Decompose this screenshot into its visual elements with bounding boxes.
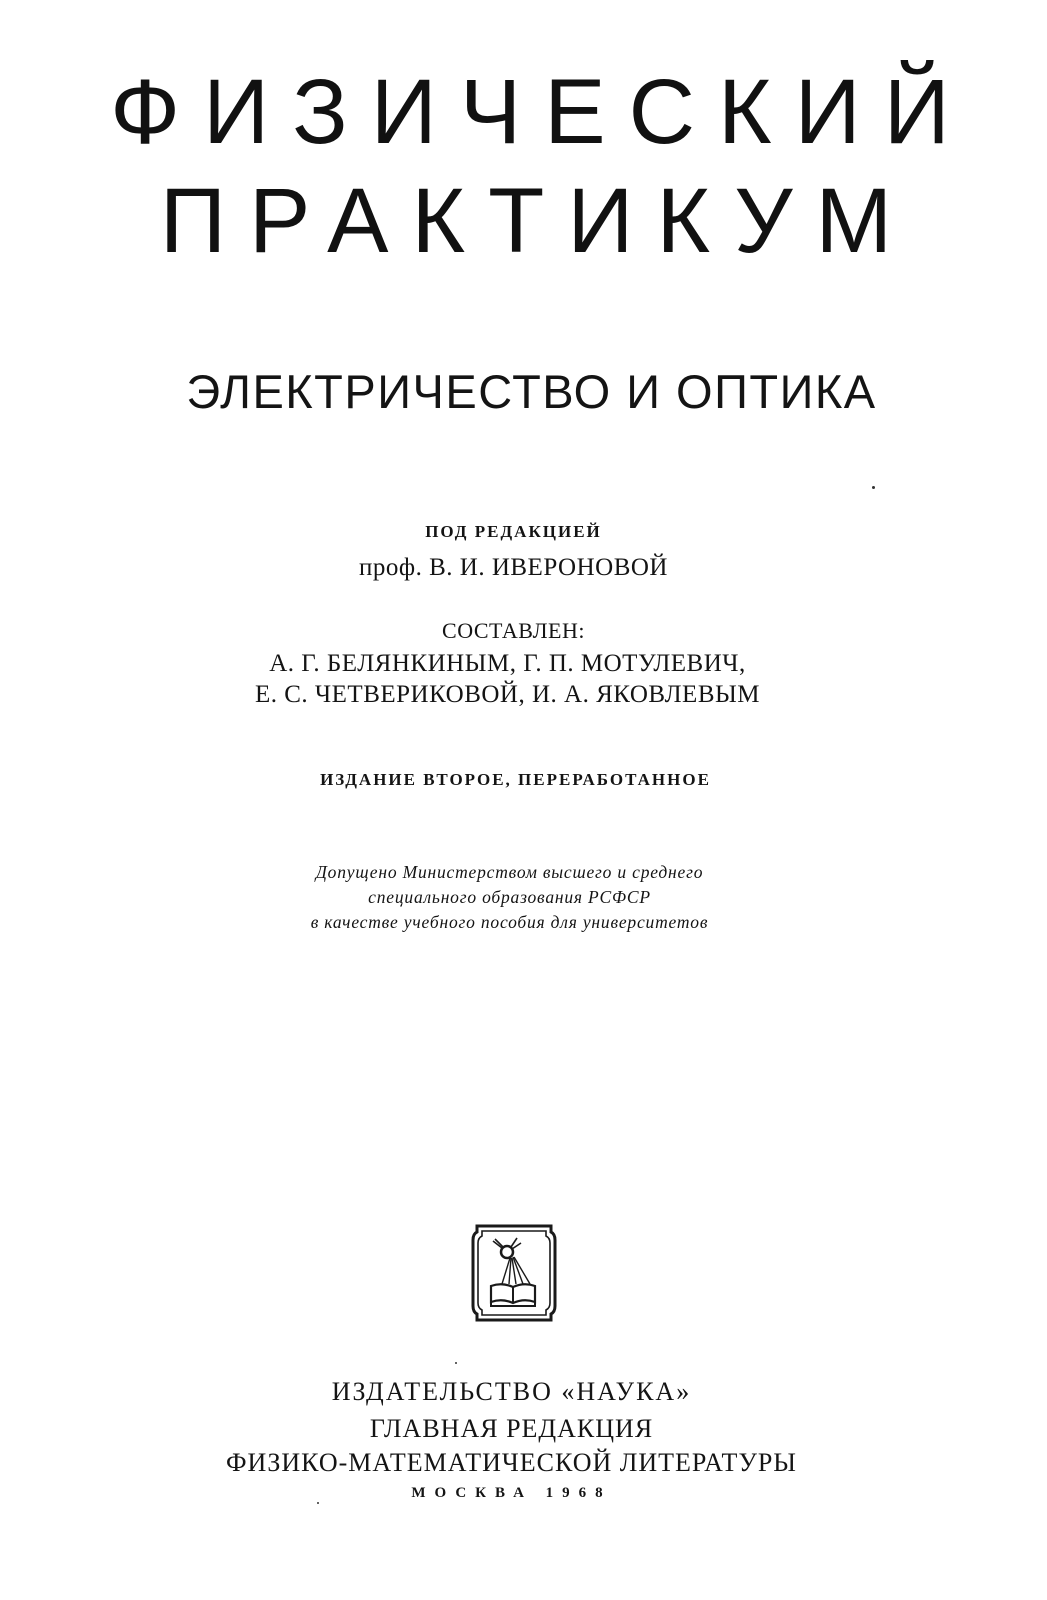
editor-name: проф. В. И. ИВЕРОНОВОЙ xyxy=(359,554,668,581)
approval-line-1: Допущено Министерством высшего и среднего xyxy=(315,862,704,882)
publisher-division: ГЛАВНАЯ РЕДАКЦИЯ xyxy=(369,1414,654,1443)
publisher-name: ИЗДАТЕЛЬСТВО «НАУКА» xyxy=(331,1377,692,1406)
approval-line-3: в качестве учебного пособия для университетов xyxy=(310,912,709,932)
authors-line-1: А. Г. БЕЛЯНКИНЫМ, Г. П. МОТУЛЕВИЧ, xyxy=(269,650,746,677)
book-title-line-2: ПРАКТИКУМ xyxy=(159,170,916,272)
book-title-line-1: ФИЗИЧЕСКИЙ xyxy=(110,61,973,163)
publisher-emblem-icon xyxy=(471,1222,557,1324)
print-speck xyxy=(455,1362,457,1364)
print-speck xyxy=(872,486,875,489)
publisher-division-subject: ФИЗИКО-МАТЕМАТИЧЕСКОЙ ЛИТЕРАТУРЫ xyxy=(226,1448,797,1477)
book-subtitle: ЭЛЕКТРИЧЕСТВО И ОПТИКА xyxy=(186,365,877,418)
edition-note: ИЗДАНИЕ ВТОРОЕ, ПЕРЕРАБОТАННОЕ xyxy=(320,770,711,789)
authors-line-2: Е. С. ЧЕТВЕРИКОВОЙ, И. А. ЯКОВЛЕВЫМ xyxy=(254,681,761,708)
compiled-by-label: СОСТАВЛЕН: xyxy=(442,618,585,643)
approval-line-2: специального образования РСФСР xyxy=(368,887,651,907)
city-year: МОСКВА 1968 xyxy=(411,1485,612,1501)
print-speck xyxy=(317,1502,319,1504)
editor-label: ПОД РЕДАКЦИЕЙ xyxy=(425,522,602,541)
